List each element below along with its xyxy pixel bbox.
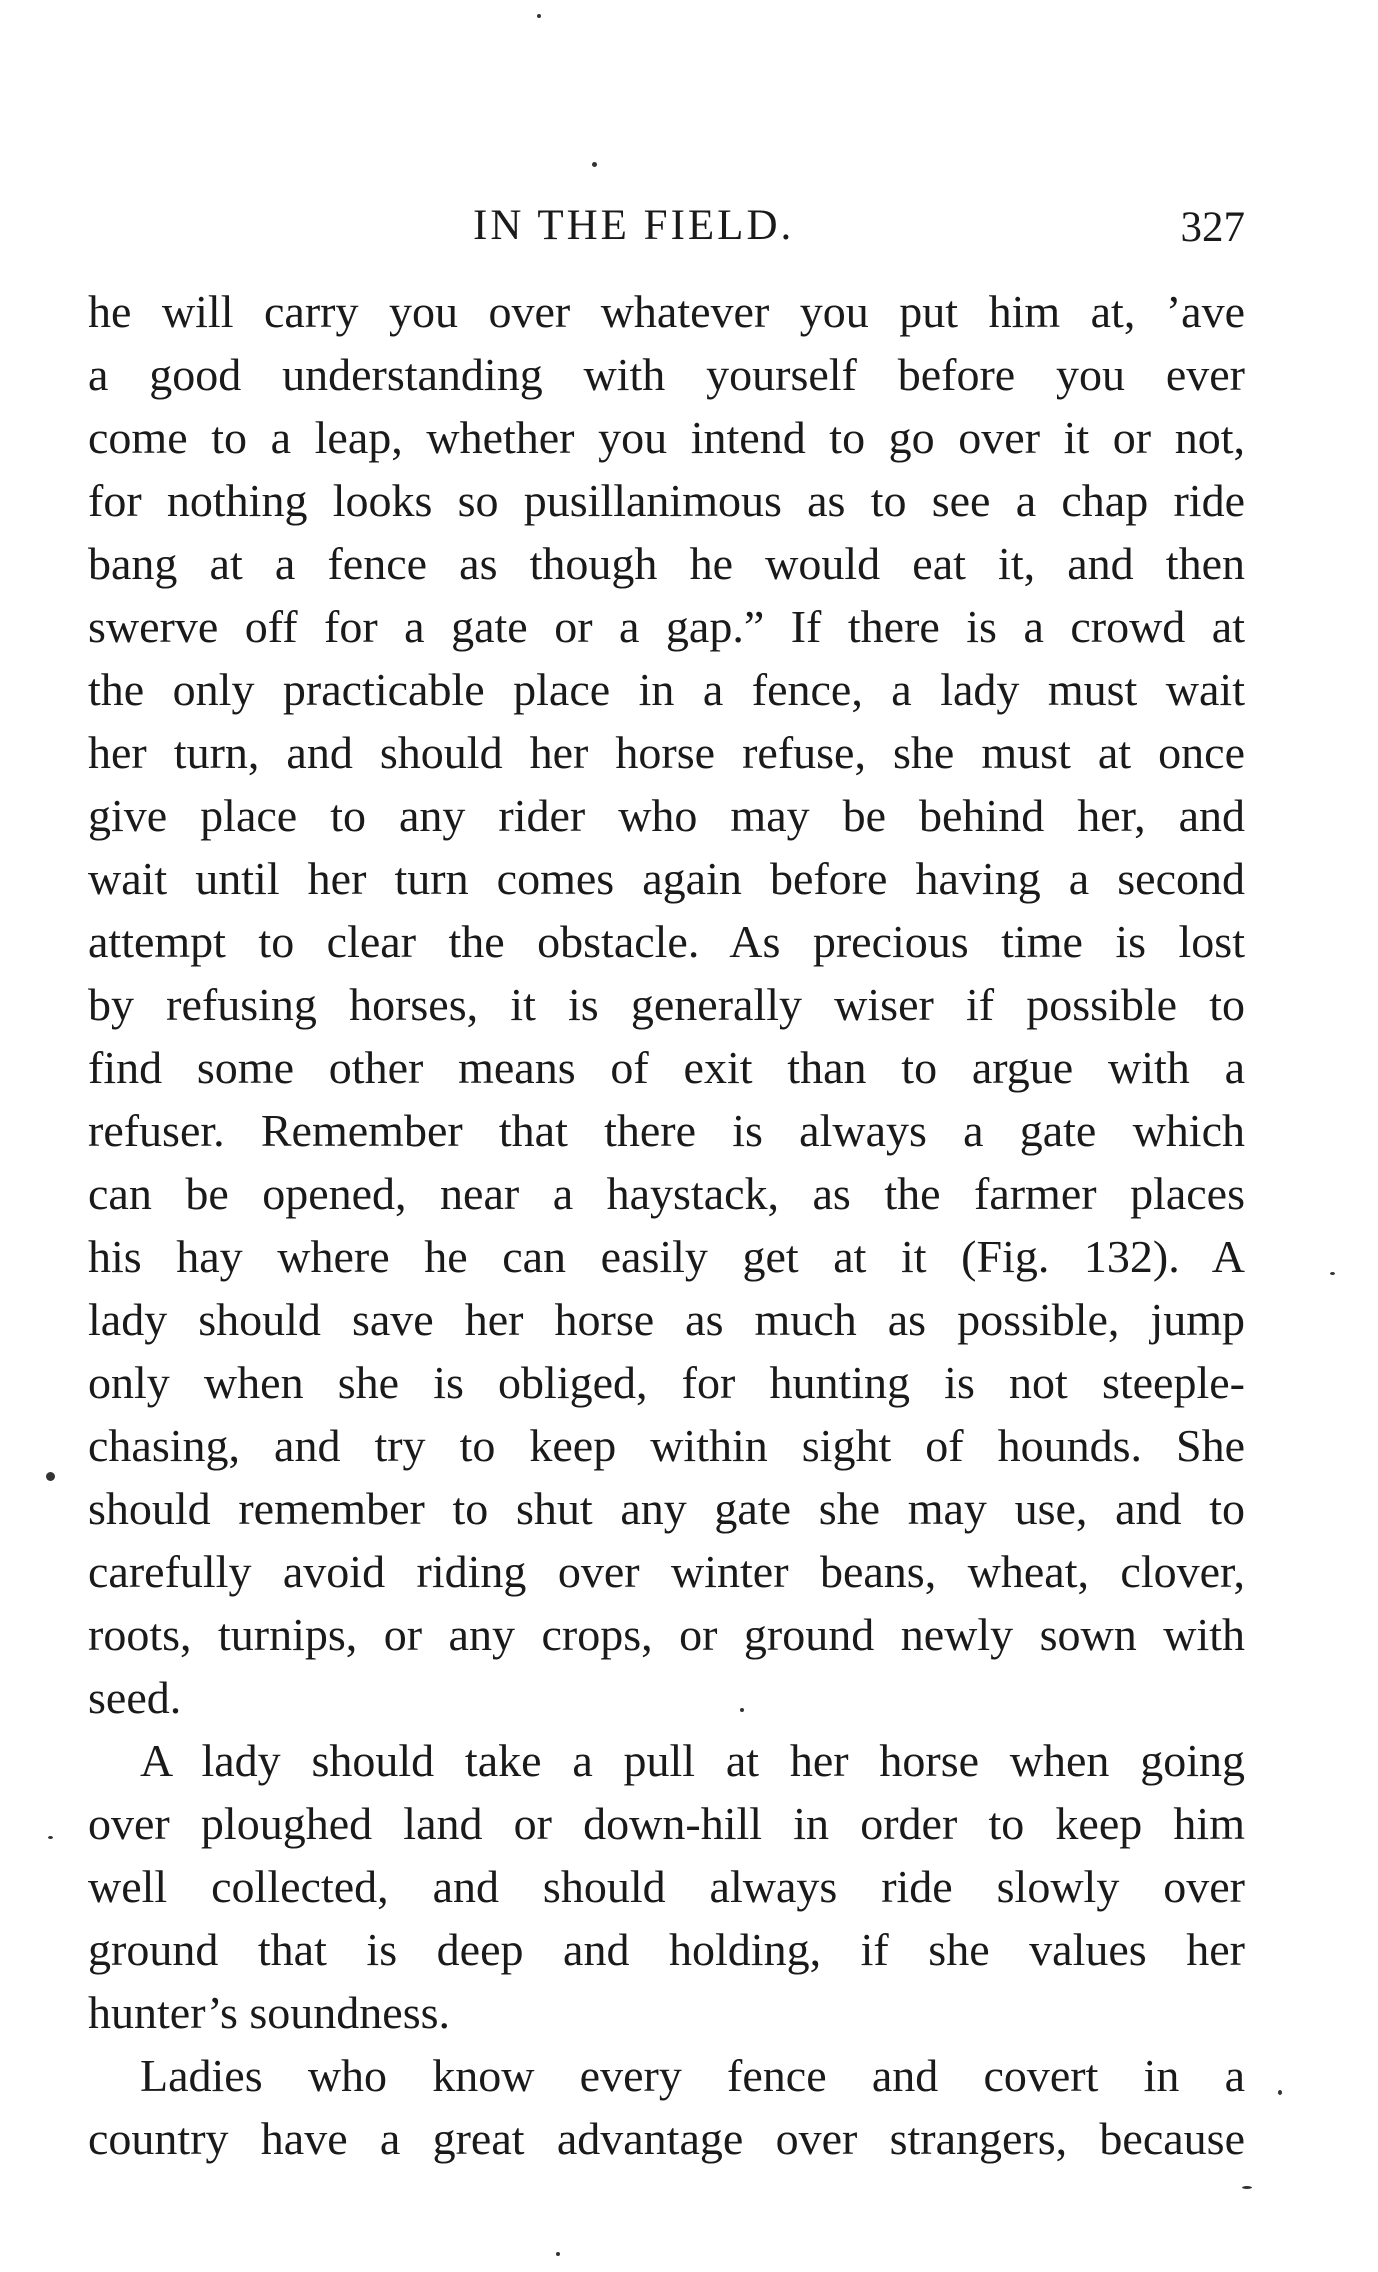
scan-speck xyxy=(556,2252,560,2256)
text-line: the only practicable place in a fence, a lady must wait xyxy=(88,664,1245,715)
scan-speck xyxy=(1278,2090,1282,2095)
paragraph xyxy=(88,1729,1245,2044)
text-line: should remember to shut any gate she may use, and to xyxy=(88,1483,1245,1534)
text-line: only when she is obliged, for hunting is not steeple- xyxy=(88,1357,1245,1408)
text-line: come to a leap, whether you intend to go over it or not, xyxy=(88,412,1245,463)
text-line: seed. xyxy=(88,1672,182,1723)
paragraph xyxy=(88,2044,1245,2170)
text-line: give place to any rider who may be behind her, and xyxy=(88,790,1245,841)
text-line: country have a great advantage over strangers, because xyxy=(88,2113,1245,2164)
text-line: carefully avoid riding over winter beans, wheat, clover, xyxy=(88,1546,1245,1597)
text-line: over ploughed land or down-hill in order to keep him xyxy=(88,1798,1245,1849)
text-line: hunter’s soundness. xyxy=(88,1987,451,2038)
text-line: a good understanding with yourself before you ever xyxy=(88,349,1245,400)
running-head: IN THE FIELD. xyxy=(473,202,795,249)
text-line: swerve off for a gate or a gap.” If there is a crowd at xyxy=(88,601,1245,652)
text-line: lady should save her horse as much as possible, jump xyxy=(88,1294,1245,1345)
scan-speck xyxy=(1242,2186,1252,2189)
text-line: A lady should take a pull at her horse when going xyxy=(140,1735,1245,1786)
scan-speck xyxy=(740,1708,744,1712)
paragraph xyxy=(88,280,1245,1729)
scan-speck xyxy=(537,14,541,18)
scan-speck xyxy=(592,162,597,167)
scan-speck xyxy=(48,1836,53,1839)
text-line: bang at a fence as though he would eat it, and then xyxy=(88,538,1245,589)
text-line: her turn, and should her horse refuse, she must at once xyxy=(88,727,1245,778)
text-line: attempt to clear the obstacle. As precious time is lost xyxy=(88,916,1245,967)
text-line: roots, turnips, or any crops, or ground newly sown with xyxy=(88,1609,1245,1660)
text-line: Ladies who know every fence and covert in a xyxy=(140,2050,1245,2101)
text-line: by refusing horses, it is generally wiser if possible to xyxy=(88,979,1245,1030)
text-line: his hay where he can easily get at it (Fig. 132). A xyxy=(88,1231,1245,1282)
scan-speck xyxy=(1330,1272,1335,1275)
scan-speck xyxy=(46,1472,55,1481)
page-number: 327 xyxy=(1180,204,1245,251)
text-line: for nothing looks so pusillanimous as to see a chap ride xyxy=(88,475,1245,526)
text-line: refuser. Remember that there is always a gate which xyxy=(88,1105,1245,1156)
text-line: wait until her turn comes again before having a second xyxy=(88,853,1245,904)
text-line: chasing, and try to keep within sight of hounds. She xyxy=(88,1420,1245,1471)
text-line: find some other means of exit than to argue with a xyxy=(88,1042,1245,1093)
text-line: ground that is deep and holding, if she values her xyxy=(88,1924,1245,1975)
text-line: can be opened, near a haystack, as the farmer places xyxy=(88,1168,1245,1219)
page-header xyxy=(88,196,1245,256)
text-line: well collected, and should always ride slowly over xyxy=(88,1861,1245,1912)
text-line: he will carry you over whatever you put him at, ’ave xyxy=(88,286,1245,337)
body-text xyxy=(88,280,1245,2170)
